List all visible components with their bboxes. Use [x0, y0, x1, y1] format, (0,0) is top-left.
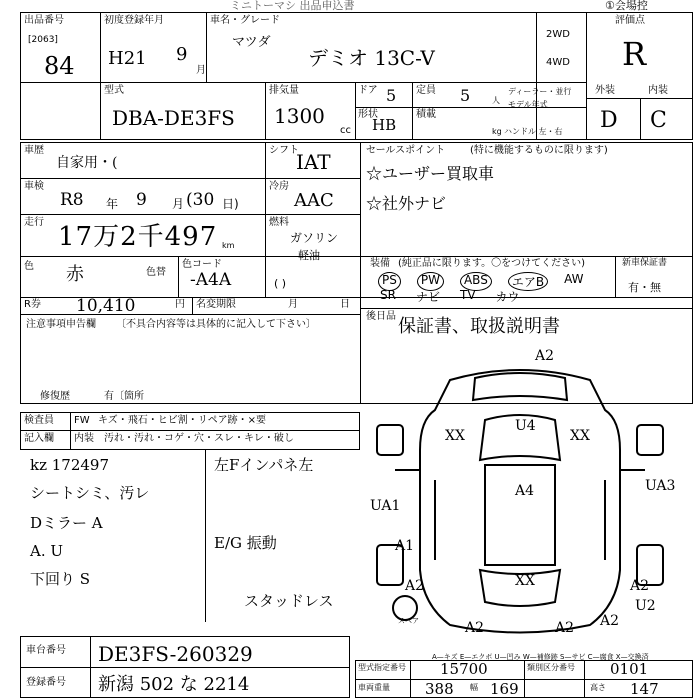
shape-value: HB: [372, 116, 397, 134]
damage-legend: A—キズ E—エクボ U—凹み W—補修跡 S—サビ C—腐食 X—交換済: [432, 653, 649, 661]
sales-point-label: セールスポイント: [366, 145, 446, 156]
yen-unit: 円: [175, 299, 185, 310]
fuel-other: ( ): [274, 277, 287, 290]
equipment-label: 装備: [370, 258, 390, 269]
capacity-value: 5: [460, 86, 471, 105]
damage-mark: A2: [630, 578, 650, 594]
first-reg-era: H21: [108, 48, 147, 69]
model-type-value: DBA-DE3FS: [112, 106, 235, 130]
displacement-value: 1300: [274, 104, 325, 128]
year-unit: 年: [106, 197, 119, 211]
damage-mark: XX: [570, 428, 590, 444]
first-reg-label: 初度登録年月: [104, 15, 164, 26]
inspection-era: R8: [60, 190, 84, 210]
inspector-row2: 汚れ・汚れ・コゲ・穴・スレ・キレ・破し: [104, 433, 294, 444]
equipment-row-2: [380, 288, 520, 305]
car-make: マツダ: [232, 35, 271, 50]
fuel-gasoline: ガソリン: [290, 231, 339, 245]
note-left-line: Dミラー A: [30, 514, 103, 532]
ac-value: AAC: [294, 190, 334, 211]
repair-label: 修復歴: [40, 391, 70, 402]
ac-label: 冷房: [269, 181, 289, 192]
sales-point-note: (特に機能するものに限ります): [470, 145, 608, 156]
handle-label: ハンドル 左・右: [504, 127, 563, 136]
header-partial-title: ミニトーマシ 出品申込書: [230, 0, 355, 12]
inspection-month: 9: [136, 190, 147, 210]
notes-label: 注意事項申告欄: [26, 319, 96, 330]
mileage-value: 17万2千497: [58, 222, 218, 252]
doors-label: ドア: [358, 85, 378, 96]
color-label: 色: [24, 261, 34, 272]
damage-mark: XX: [515, 573, 535, 589]
interior-label: 内装: [648, 85, 668, 96]
equipment-item: SR: [380, 288, 396, 302]
type-no-value: 15700: [440, 660, 488, 678]
capacity-label: 定員: [416, 85, 436, 96]
model-year-label: モデル年式: [508, 100, 548, 109]
weight-label: 車両重量: [358, 683, 390, 692]
equipment-item: PW: [417, 272, 444, 291]
venue-copy: ①会場控: [605, 0, 648, 12]
damage-mark: A1: [395, 538, 415, 554]
day-unit: 日): [222, 197, 239, 211]
color-value: 赤: [66, 264, 84, 285]
sales-point-line2: ☆社外ナビ: [366, 194, 447, 213]
grade-label: 評価点: [615, 15, 645, 26]
interior-grade: C: [650, 108, 667, 133]
drive-2wd: 2WD: [546, 29, 570, 40]
damage-mark: A2: [600, 613, 620, 629]
month-unit-2: 月: [172, 197, 185, 211]
km-unit: km: [222, 241, 235, 250]
damage-mark: UA1: [370, 498, 401, 514]
damage-mark: U4: [515, 418, 536, 434]
damage-mark: A2: [535, 348, 555, 364]
note-left-line: kz 172497: [30, 456, 110, 474]
note-right-line: 左Fインパネ左: [214, 456, 314, 474]
height-value: 147: [630, 680, 659, 698]
equipment-item: ABS: [460, 272, 492, 291]
damage-mark: A2: [555, 620, 575, 636]
inspector-row1: キズ・飛石・ヒビ割・リペア跡・×要: [98, 415, 266, 426]
fuel-diesel: 軽油: [298, 249, 320, 262]
nc-day: 日: [340, 299, 350, 310]
car-name-label: 車名・グレード: [210, 15, 280, 26]
damage-mark: A4: [515, 483, 535, 499]
load-label: 積載: [416, 109, 436, 120]
width-value: 169: [490, 680, 519, 698]
recycle-label: R券: [24, 299, 41, 310]
damage-mark: XX: [445, 428, 465, 444]
warranty-value: 有・無: [628, 281, 661, 294]
doors-value: 5: [386, 86, 397, 105]
inspection-day: (30: [186, 190, 215, 210]
lot-number: 84: [44, 52, 75, 80]
color-code-label: 色コード: [182, 259, 222, 270]
exterior-grade: D: [600, 108, 618, 133]
load-unit: kg: [492, 127, 502, 136]
car-damage-diagram: [355, 340, 685, 650]
usage-value: 自家用・(: [56, 155, 118, 171]
model-type-label: 型式: [104, 85, 124, 96]
color-code-value: -A4A: [190, 270, 232, 290]
month-unit: 月: [196, 65, 206, 76]
fw-label: FW: [74, 415, 90, 426]
shift-value: IAT: [296, 150, 331, 174]
capacity-unit: 人: [492, 96, 500, 105]
fuel-label: 燃料: [269, 217, 289, 228]
chassis-value: DE3FS-260329: [98, 642, 253, 666]
interior-label-2: 内装: [74, 433, 94, 444]
color-change-label: 色替: [146, 267, 166, 278]
entry-label: 記入欄: [24, 433, 54, 444]
class-no-label: 類別区分番号: [527, 663, 575, 672]
shape-label: 形状: [358, 109, 378, 120]
exterior-label: 外装: [595, 85, 615, 96]
new-warranty-label: 新車保証書: [622, 258, 668, 268]
registration-value: 新潟 502 な 2214: [98, 674, 250, 695]
first-reg-month: 9: [176, 44, 188, 65]
notes-note: 〔不具合内容等は具体的に記入して下さい〕: [116, 319, 316, 330]
mileage-label: 走行: [24, 217, 44, 228]
spare-label: スペア: [398, 617, 419, 625]
equipment-item: カウ: [495, 290, 520, 304]
cc-unit: cc: [340, 125, 351, 136]
attachments-label: 後日品: [366, 311, 396, 322]
equipment-item: AW: [564, 272, 584, 286]
repair-value: 有〔箇所: [104, 391, 144, 402]
chassis-label: 車台番号: [26, 645, 66, 656]
inspection-label: 車検: [24, 181, 44, 192]
width-label: 幅: [470, 683, 478, 692]
sales-point-line1: ☆ユーザー買取車: [366, 164, 495, 183]
class-no-value: 0101: [610, 660, 649, 678]
equipment-item: TV: [459, 288, 476, 302]
note-left-line: 下回り S: [30, 570, 91, 588]
damage-mark: A2: [405, 578, 425, 594]
dealer-label: ディーラー・並行: [508, 87, 572, 96]
damage-mark: A2: [465, 620, 485, 636]
equipment-item: PS: [378, 272, 401, 291]
height-label: 高さ: [590, 683, 606, 692]
lot-code: [2063]: [28, 35, 58, 45]
note-right-line: E/G 振動: [214, 534, 277, 552]
type-no-label: 型式指定番号: [358, 663, 406, 672]
damage-mark: UA3: [645, 478, 676, 494]
recycle-value: 10,410: [76, 296, 136, 316]
displacement-label: 排気量: [269, 85, 299, 96]
note-left-line: シートシミ、汚レ: [30, 484, 150, 502]
damage-mark: U2: [635, 598, 656, 614]
lot-label: 出品番号: [24, 15, 64, 26]
usage-label: 車歴: [24, 145, 44, 156]
note-right-line: スタッドレス: [244, 592, 334, 610]
weight-value: 388: [425, 680, 454, 698]
car-model: デミオ 13C-V: [308, 46, 435, 70]
drive-4wd: 4WD: [546, 57, 570, 68]
name-change-label: 名変期限: [196, 299, 236, 310]
attachments-value: 保証書、取扱説明書: [398, 316, 560, 337]
inspector-label: 検査員: [24, 415, 54, 426]
grade-value: R: [622, 35, 647, 73]
note-left-line: A. U: [30, 542, 64, 560]
equipment-item: ナビ: [415, 290, 440, 304]
equipment-item: エアB: [508, 272, 548, 291]
registration-label: 登録番号: [26, 677, 66, 688]
shift-label: シフト: [269, 145, 299, 156]
equipment-note: (純正品に限ります。〇をつけてください): [398, 258, 586, 269]
nc-month: 月: [288, 299, 298, 310]
